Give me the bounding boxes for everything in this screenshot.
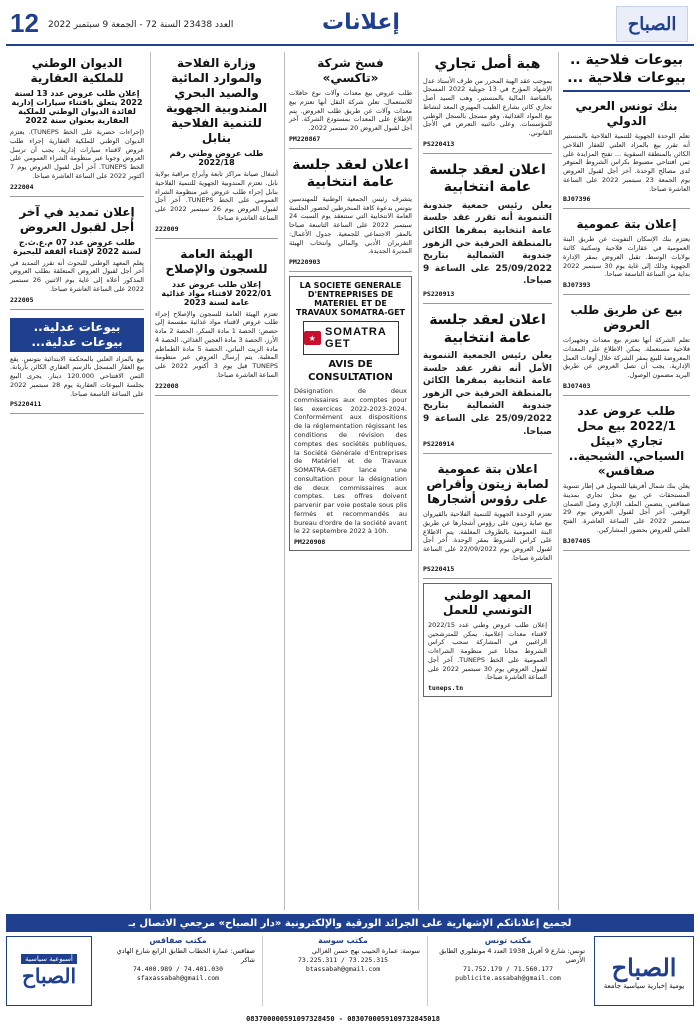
ad-item: وزارة الفلاحة والموارد المائية والصيد البحري المندوبية الجهوية للتنمية الفلاحية بنابل طلب عروض وطني رقم 2022/18 أشغال صيانة مراكز تابعة وأبراج مراقبة بولاية نابل. تعتزم المندوبية الجهوية للتنمية الفلاحية بنابل إجراء طلب عروض عبر منظومة الشراء العمومي على الخط TUNEPS. آخر أجل لقبول العروض يوم 26 سبتمبر 2022 على الساعة العاشرة صباحا. 222009 — [155, 52, 278, 239]
office-block: مكتب تونس تونس: شارع 9 أفريل 1938 العدد 4 مونفلوري الطابق الأرضي 71.752.179 / 71.560.177 publicite.assabah@gmail.com — [427, 936, 588, 1006]
email-link[interactable]: sfaxassabah@gmail.com — [136, 974, 220, 983]
ad-item: اعلان لعقد جلسة عامة انتخابية يتشرف رئيس الجمعية الوطنية للمهندسين بتونس بدعوة كافة المنخرطين لحضور الجلسة العامة الانتخابية التي ستنعقد يوم السبت 24 سبتمبر 2022 على الساعة التاسعة صباحا بالمقر الاجتماعي للجمعية. جدول الأعمال: التقريران الأدبي والمالي وانتخاب الهيئة المديرة الجديدة. PM220903 — [289, 153, 412, 272]
ad-item: المعهد الوطني التونسي للعمل إعلان طلب عروض وطني عدد 2022/15 لاقتناء معدات إعلامية. يمكن للمترشحين الراغبين في المشاركة سحب كراس الشروط مجانا عبر منظومة الشراءات العمومية على الخط TUNEPS. آخر أجل لقبول العروض يوم 30 سبتمبر 2022 على الساعة العاشرة صباحا. tuneps.tn — [423, 583, 552, 697]
ad-item: LA SOCIETE GENERALE D'ENTREPRISES DE MATERIEL ET DE TRAVAUX SOMATRA-GET ★ SOMATRA GET AVIS DE CONSULTATION Désignation de deux commissaires aux comptes pour les exercices 2022-2023-2024. Conformément aux dispositions de la réglementation régissant les conditions de révision des comptes des sociétés publiques, la Société Générale d'Entreprises de Matériel et de Travaux SOMATRA-GET lance une consultation pour la désignation de deux commissaires aux comptes. Les offres doivent parvenir par voie postale sous plis fermés et recommandés au bureau d'ordre de la société avant le 22 septembre 2022 à 10h. PM220908 — [289, 276, 412, 551]
footer-offices — [98, 936, 588, 1006]
page-footer — [6, 914, 694, 1023]
column-4 — [150, 52, 282, 910]
ad-item: إعلان تمديد في آخر أجل لقبول العروض طلب عروض عدد 07 م.ع.ث.ج لسنة 2022 لإقتناء ألقفة للبحيرة يعلم المعهد الوطني للبحوث أنه تقرر التمديد في آخر أجل لقبول العروض المتعلقة بطلب العروض المذكور أعلاه إلى غاية يوم الاثنين 26 سبتمبر 2022 على الساعة العاشرة صباحا. 222005 — [10, 201, 144, 310]
footer-logo-weekly: أسبوعية سياسية الصباح — [6, 936, 92, 1006]
ad-item: طلب عروض عدد 2022/1 بيع محل تجاري «بيئل السياحي. الشيحية.. صفاقس» يعلن بنك شمال أفريقيا للتمويل في إطار تسوية المستحقات عن بيع محل تجاري بمدينة صفاقس. يتضمن الملف الإداري وصل الضمان الوقتي. آخر أجل لقبول العروض يوم 29 سبتمبر 2022 على الساعة العاشرة. الفتح العلني للعروض بحضور المشاركين. BJ07405 — [563, 400, 690, 551]
ad-item: بيوعات عدلية.. بيوعات عدلية... بيع بالمزاد العلني بالمحكمة الابتدائية بتونس. يقع بيع العقار المسجل بالرسم العقاري الكائن بأريانة. الثمن الافتتاحي 120.000 دينار. يجرى البيع بجلسة البيوعات العقارية يوم 28 سبتمبر 2022 على الساعة التاسعة صباحا. PS220411 — [10, 314, 144, 415]
issue-line: العدد 23438 السنة 72 - الجمعة 9 سبتمبر 2022 — [48, 20, 234, 30]
column-2 — [418, 52, 556, 910]
email-link[interactable]: publicite.assabah@gmail.com — [455, 974, 561, 983]
footer-banner: لجميع إعلاناتكم الإشهارية على الجرائد الورقية والإلكترونية «دار الصباح» مرجعي الاتصال بـ — [6, 916, 694, 932]
footer-account-numbers: 083700000591097328450 - 0830700059109732845018 — [246, 1015, 440, 1023]
ad-item: إعلان بتة عمومية يعتزم بنك الإسكان التفويت عن طريق البتة العمومية في عقارات فلاحية وسكنية كائنة بولايات الوسط. تقبل العروض بمقر الإدارة الجهوية وذلك إلى غاية يوم 30 سبتمبر 2022 بداية من الساعة التاسعة صباحا. BJ07393 — [563, 213, 690, 295]
ad-item: اعلان لعقد جلسة عامة انتخابية يعلن رئيس جمعية جندوبة التنموية أنه تقرر عقد جلسة عامة انتخابية بمقرها الكائن بالمنطقة الحرفية حي الزهور جندوبة الشمالية بتاريخ 25/09/2022 على الساعة 9 صباحا. PS220913 — [423, 158, 552, 304]
somatra-logo: ★ SOMATRA GET — [303, 321, 399, 355]
ad-item: الديوان الوطني للملكية العقارية إعلان طلب عروض عدد 13 لسنة 2022 يتعلق باقتناء سيارات إدارية لفائدة الديوان الوطني للملكية العقارية بعنوان سنة 2022 (إجراءات حصرية على الخط TUNEPS). يعتزم الديوان الوطني للملكية العقارية إجراء طلب عروض لاقتناء سيارات إدارية. يجب أن ترسل العروض وجوبا عبر منظومة الشراء العمومي على الخط TUNEPS. آخر أجل لقبول العروض يوم 7 أكتوبر 2022 على الساعة العاشرة صباحا. 222004 — [10, 52, 144, 197]
column-5 — [6, 52, 148, 910]
office-block: مكتب صفاقس صفاقس: عمارة الخطاب الطابق الرابع شارع الهادي شاكر 74.400.989 / 74.401.030 sfaxassabah@gmail.com — [98, 936, 258, 1006]
newspaper-logo: الصباح — [616, 6, 688, 42]
ad-item: اعلان لعقد جلسة عامة انتخابية يعلن رئيس الجمعية التنموية الأمل أنه تقرر عقد جلسة عامة انتخابية بمقرها الكائن بالمنطقة الحرفية حي الزهور جندوبة الشمالية بتاريخ 25/09/2022 على الساعة 9 صباحا. PS220914 — [423, 308, 552, 454]
ad-item: بيع عن طريق طلب العروض تعلم الشركة أنها تعتزم بيع معدات وتجهيزات فلاحية مستعملة. يمكن الاطلاع على المعدات المعروضة للبيع بمقر الشركة خلال أوقات العمل الإدارية. يجب أن تصل العروض عن طريق البريد مضمون الوصول. BJ07403 — [563, 299, 690, 396]
ad-item: بنك تونس العربي الدولي تعلم الوحدة الجهوية للتنمية الفلاحية بالمنستير أنه تقرر بيع بالمزاد العلني للعقار الفلاحي الكائن بالمنطقة السقوية ... تفتح المزايدة على ثمن افتتاحي مضبوط بكراس الشروط المتوفر لدى مصالح الوحدة. آخر أجل لقبول العروض يوم الجمعة 23 سبتمبر 2022 على الساعة العاشرة صباحا. BJ07396 — [563, 95, 690, 209]
ad-item: اعلان بتة عمومية لصابة زيتون وأقراص على رؤوس أشجارها تعتزم الوحدة الجهوية للتنمية الفلاحية بالقيروان بيع صابة زيتون على رؤوس أشجارها عن طريق البتة العمومية بالظروف المغلقة. يتم الاطلاع على كراس الشروط بمقر الوحدة. آخر أجل لقبول العروض يوم 22/09/2022 على الساعة العاشرة صباحا. PS220415 — [423, 458, 552, 579]
email-link[interactable]: btassabah@gmail.com — [305, 965, 381, 974]
section-title: إعلانات — [322, 10, 400, 35]
column-1-title: بيوعات فلاحية .. بيوعات فلاحية ... — [563, 52, 690, 92]
ad-item: فسخ شركة «تاكسي» طلب عروض بيع معدات وآلات نوع حافلات للاستعمال. تعلن شركة النقل أنها تعتزم بيع معدات وآلات عن طريق طلب العروض. يتم الإطلاع على المعدات بمستودع الشركة. آخر أجل لقبول العروض 20 سبتمبر 2022. PM220867 — [289, 52, 412, 149]
page-number: 12 — [10, 8, 39, 38]
column-3 — [284, 52, 416, 910]
footer-logo-daily: الصباح يومية إخبارية سياسية جامعة — [594, 936, 694, 1006]
office-block: مكتب سوسة سوسة: عمارة الحبيب نهج حسن الغزالي 73.225.311 / 73.225.315 btassabah@gmail.com — [262, 936, 423, 1006]
ads-columns — [6, 52, 694, 910]
column-1 — [558, 52, 694, 910]
page-header — [6, 6, 694, 46]
ad-item: الهيئة العامة للسجون والإصلاح إعلان طلب عروض عدد 2022/01 لاقتناء مواد غذائية عامة لسنة 2023 تعتزم الهيئة العامة للسجون والإصلاح إجراء طلب عروض لاقتناء مواد غذائية مقسمة إلى حصص: الحصة 1 مادة السكر، الحصة 2 مادة الأرز، الحصة 3 مادة العجين الغذائي، الحصة 4 مادة الزيت النباتي، الحصة 5 مادة الطماطم المعلبة. يتم إرسال العروض عبر منظومة TUNEPS قبل يوم 3 أكتوبر 2022 على الساعة العاشرة صباحا. 222008 — [155, 243, 278, 396]
ad-item: هبة أصل تجاري بموجب عقد الهبة المحرر من طرف الأستاذ عدل الإشهاد المؤرخ في 13 جويلية 2022 المسجل بالقباضة المالية بالمنستير، وهب السيد أصل تجاري كائن بشارع الطيب المهيري المعد لنشاط بيع المواد الغذائية، وهو مسجل بالسجل الوطني للمؤسسات. وعلى دائنيه التعرض في الأجل القانوني. PS220413 — [423, 52, 552, 154]
flag-icon: ★ — [304, 331, 322, 345]
